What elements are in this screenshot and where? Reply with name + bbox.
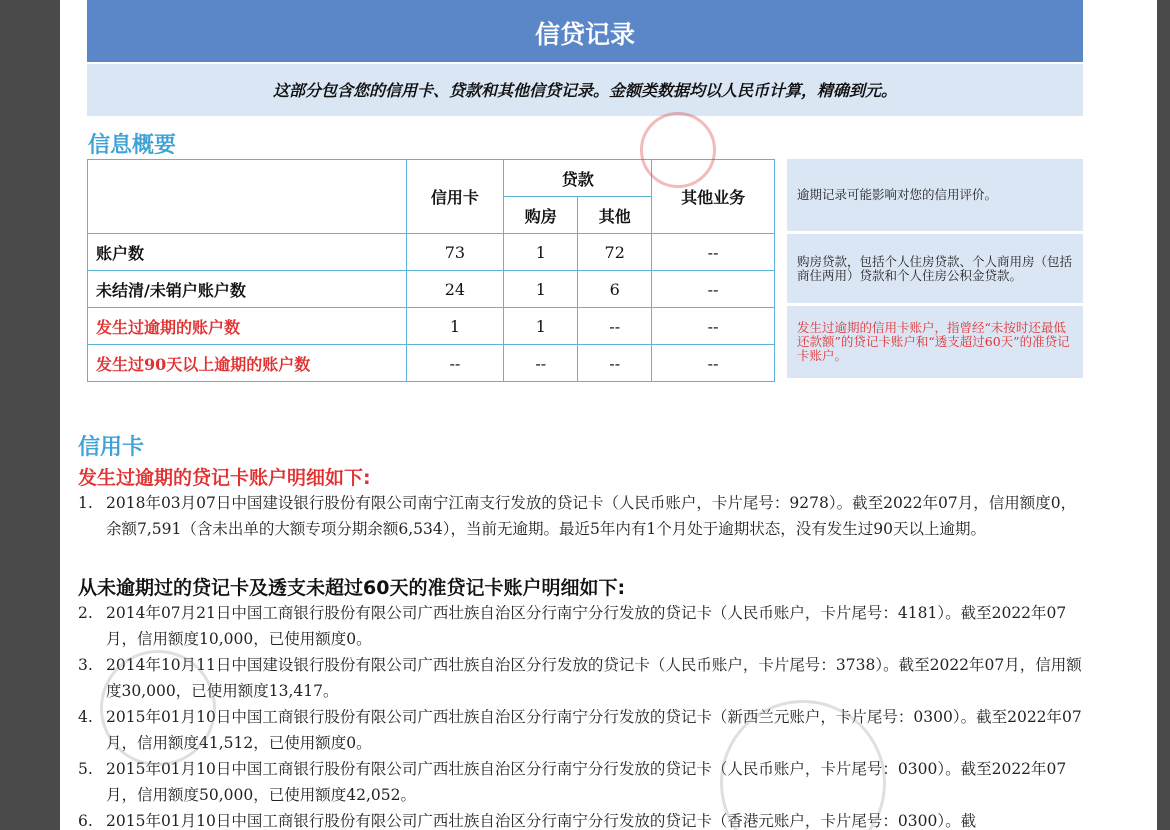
- record-number: 2.: [78, 604, 93, 622]
- record-text: 2014年10月11日中国建设银行股份有限公司广西壮族自治区分行发放的贷记卡（人民币账户，卡片尾号：3738）。截至2022年07月，信用额度30,000，已使用额度13,417。: [106, 656, 1082, 700]
- credit-card-title: 信用卡: [78, 435, 145, 460]
- record-text: 2014年07月21日中国工商银行股份有限公司广西壮族自治区分行南宁分行发放的贷记卡（人民币账户，卡片尾号：4181）。截至2022年07月，信用额度10,000，已使用额度0。: [106, 604, 1067, 648]
- header-other: 其他: [578, 197, 652, 234]
- cell-value: --: [652, 234, 775, 271]
- record-text: 2018年03月07日中国建设银行股份有限公司南宁江南支行发放的贷记卡（人民币账户，卡片尾号：9278）。截至2022年07月，信用额度0，余额7,591（含未出单的大额专项分期余额6,534），当前无逾期。最近5年内有1个月处于逾期状态，没有发生过90天以上逾期。: [106, 494, 1077, 538]
- cell-value: --: [652, 271, 775, 308]
- cell-value: --: [578, 308, 652, 345]
- cell-value: 1: [406, 308, 504, 345]
- row-label: 账户数: [88, 234, 407, 271]
- table-row: [88, 308, 775, 345]
- cell-value: --: [406, 345, 504, 382]
- cell-value: --: [578, 345, 652, 382]
- report-page: [60, 0, 1157, 830]
- table-row: [88, 271, 775, 308]
- row-label: 未结清/未销户账户数: [88, 271, 407, 308]
- record-number: 4.: [78, 708, 93, 726]
- record-number: 3.: [78, 656, 93, 674]
- cell-value: 1: [504, 308, 578, 345]
- list-item: [78, 490, 1088, 542]
- record-text: 2015年01月10日中国工商银行股份有限公司广西壮族自治区分行南宁分行发放的贷记卡（香港元账户，卡片尾号：0300）。截: [106, 812, 977, 830]
- header-loan: 贷款: [504, 160, 652, 197]
- record-text: 2015年01月10日中国工商银行股份有限公司广西壮族自治区分行南宁分行发放的贷记卡（人民币账户，卡片尾号：0300）。截至2022年07月，信用额度50,000，已使用额度42,052。: [106, 760, 1067, 804]
- note-housing-loan: 购房贷款，包括个人住房贷款、个人商用房（包括商住两用）贷款和个人住房公积金贷款。: [787, 234, 1083, 303]
- table-row: [88, 234, 775, 271]
- list-item: [78, 600, 1088, 652]
- cell-value: 72: [578, 234, 652, 271]
- cell-value: --: [504, 345, 578, 382]
- record-text: 2015年01月10日中国工商银行股份有限公司广西壮族自治区分行南宁分行发放的贷记卡（新西兰元账户，卡片尾号：0300）。截至2022年07月，信用额度41,512，已使用额度0。: [106, 708, 1082, 752]
- cell-value: --: [652, 345, 775, 382]
- page-title: 信贷记录: [87, 0, 1083, 62]
- overview-table: [87, 159, 775, 382]
- note-overdue-definition: 发生过逾期的信用卡账户，指曾经“未按时还最低还款额”的贷记卡账户和“透支超过60天”的准贷记卡账户。: [787, 306, 1083, 378]
- list-item: [78, 704, 1088, 756]
- cell-value: 73: [406, 234, 504, 271]
- list-item: [78, 808, 1088, 830]
- cell-value: 1: [504, 271, 578, 308]
- note-overdue-impact: 逾期记录可能影响对您的信用评价。: [787, 159, 1083, 231]
- header-other-business: 其他业务: [652, 160, 775, 234]
- header-housing: 购房: [504, 197, 578, 234]
- normal-section-title: 从未逾期过的贷记卡及透支未超过60天的准贷记卡账户明细如下:: [78, 577, 626, 599]
- overview-title: 信息概要: [88, 133, 177, 158]
- record-number: 1.: [78, 494, 93, 512]
- normal-record-list: [78, 600, 1088, 830]
- record-number: 5.: [78, 760, 93, 778]
- header-credit-card: 信用卡: [406, 160, 504, 234]
- row-label: 发生过逾期的账户数: [88, 308, 407, 345]
- cell-value: --: [652, 308, 775, 345]
- table-row: [88, 345, 775, 382]
- record-number: 6.: [78, 812, 93, 830]
- list-item: [78, 652, 1088, 704]
- overdue-record-list: [78, 490, 1088, 542]
- section-description: 这部分包含您的信用卡、贷款和其他信贷记录。金额类数据均以人民币计算，精确到元。: [87, 64, 1083, 116]
- overview-notes: [787, 159, 1083, 381]
- cell-value: 24: [406, 271, 504, 308]
- overdue-section-title: 发生过逾期的贷记卡账户明细如下:: [78, 467, 371, 489]
- corner-cell: [88, 160, 407, 234]
- row-label: 发生过90天以上逾期的账户数: [88, 345, 407, 382]
- list-item: [78, 756, 1088, 808]
- cell-value: 6: [578, 271, 652, 308]
- cell-value: 1: [504, 234, 578, 271]
